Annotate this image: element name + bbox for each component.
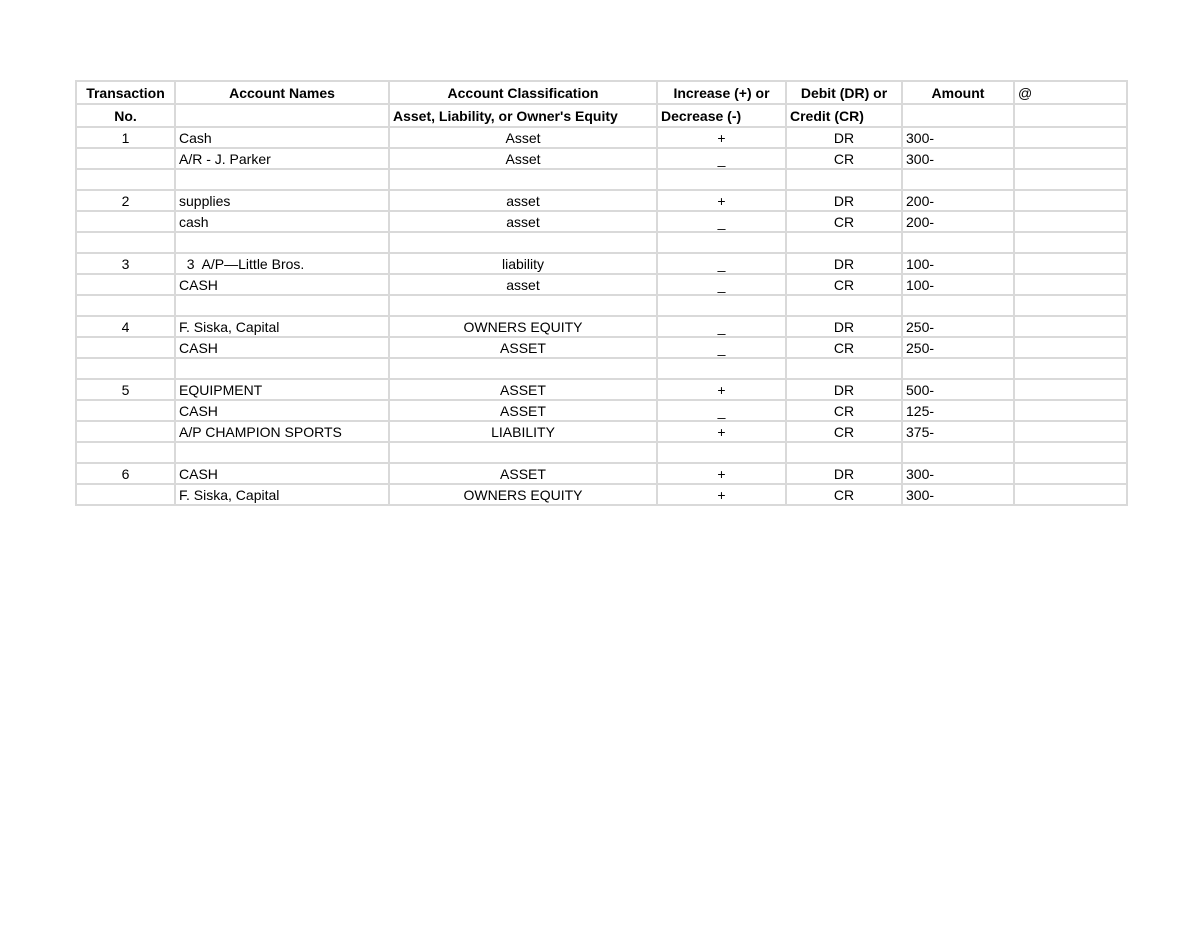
table-row — [76, 211, 1127, 232]
cell-increase-decrease[interactable]: + — [657, 379, 786, 400]
cell-account-name[interactable]: CASH — [175, 274, 389, 295]
cell-account-name[interactable] — [175, 169, 389, 190]
cell-debit-credit[interactable] — [786, 295, 902, 316]
cell-extra[interactable] — [1014, 169, 1127, 190]
cell-debit-credit[interactable]: CR — [786, 484, 902, 505]
cell-increase-decrease[interactable] — [657, 169, 786, 190]
header-account-names: Account Names — [175, 81, 389, 104]
cell-increase-decrease[interactable]: _ — [657, 274, 786, 295]
cell-account-name[interactable] — [175, 358, 389, 379]
cell-account-name[interactable] — [175, 442, 389, 463]
table-row — [76, 190, 1127, 211]
cell-transaction-no[interactable]: 4 — [76, 316, 175, 337]
cell-amount[interactable]: 250- — [902, 316, 1014, 337]
header-no: No. — [76, 104, 175, 127]
cell-amount[interactable]: 300- — [902, 463, 1014, 484]
cell-transaction-no[interactable] — [76, 232, 175, 253]
cell-extra[interactable] — [1014, 442, 1127, 463]
cell-increase-decrease[interactable]: _ — [657, 148, 786, 169]
header-debit: Debit (DR) or — [786, 81, 902, 104]
table-row — [76, 253, 1127, 274]
journal-table — [75, 80, 1128, 506]
cell-transaction-no[interactable] — [76, 358, 175, 379]
cell-classification[interactable] — [389, 232, 657, 253]
cell-account-name[interactable]: F. Siska, Capital — [175, 316, 389, 337]
cell-debit-credit[interactable]: DR — [786, 379, 902, 400]
table-row — [76, 442, 1127, 463]
cell-debit-credit[interactable]: CR — [786, 211, 902, 232]
header-amount: Amount — [902, 81, 1014, 104]
cell-extra[interactable] — [1014, 379, 1127, 400]
header-blank-2 — [902, 104, 1014, 127]
cell-extra[interactable] — [1014, 421, 1127, 442]
cell-classification[interactable]: OWNERS EQUITY — [389, 484, 657, 505]
cell-extra[interactable] — [1014, 337, 1127, 358]
cell-classification[interactable]: Asset — [389, 148, 657, 169]
cell-amount[interactable]: 200- — [902, 211, 1014, 232]
cell-amount[interactable] — [902, 232, 1014, 253]
header-row-2 — [76, 104, 1127, 127]
table-row — [76, 421, 1127, 442]
cell-classification[interactable]: liability — [389, 253, 657, 274]
header-increase: Increase (+) or — [657, 81, 786, 104]
cell-debit-credit[interactable]: CR — [786, 421, 902, 442]
cell-amount[interactable]: 500- — [902, 379, 1014, 400]
cell-debit-credit[interactable]: DR — [786, 253, 902, 274]
cell-classification[interactable]: asset — [389, 190, 657, 211]
cell-transaction-no[interactable] — [76, 442, 175, 463]
cell-increase-decrease[interactable]: + — [657, 421, 786, 442]
table-row — [76, 337, 1127, 358]
header-at: @ — [1014, 81, 1127, 104]
cell-increase-decrease[interactable]: + — [657, 484, 786, 505]
cell-account-name[interactable]: CASH — [175, 400, 389, 421]
cell-amount[interactable] — [902, 295, 1014, 316]
cell-classification[interactable] — [389, 358, 657, 379]
cell-increase-decrease[interactable]: + — [657, 127, 786, 148]
cell-transaction-no[interactable]: 2 — [76, 190, 175, 211]
cell-transaction-no[interactable] — [76, 211, 175, 232]
cell-amount[interactable] — [902, 358, 1014, 379]
cell-transaction-no[interactable]: 6 — [76, 463, 175, 484]
cell-classification[interactable] — [389, 295, 657, 316]
cell-increase-decrease[interactable]: _ — [657, 400, 786, 421]
cell-increase-decrease[interactable]: + — [657, 463, 786, 484]
cell-debit-credit[interactable] — [786, 232, 902, 253]
cell-increase-decrease[interactable] — [657, 232, 786, 253]
cell-transaction-no[interactable]: 5 — [76, 379, 175, 400]
cell-extra[interactable] — [1014, 400, 1127, 421]
cell-account-name[interactable]: A/P CHAMPION SPORTS — [175, 421, 389, 442]
header-blank-1 — [175, 104, 389, 127]
cell-increase-decrease[interactable]: + — [657, 190, 786, 211]
table-row — [76, 484, 1127, 505]
cell-amount[interactable]: 200- — [902, 190, 1014, 211]
cell-account-name[interactable]: Cash — [175, 127, 389, 148]
cell-extra[interactable] — [1014, 253, 1127, 274]
cell-account-name[interactable] — [175, 232, 389, 253]
cell-transaction-no[interactable] — [76, 484, 175, 505]
cell-extra[interactable] — [1014, 274, 1127, 295]
cell-increase-decrease[interactable]: _ — [657, 316, 786, 337]
cell-debit-credit[interactable]: DR — [786, 127, 902, 148]
cell-classification[interactable]: asset — [389, 211, 657, 232]
header-account-classification: Account Classification — [389, 81, 657, 104]
cell-increase-decrease[interactable] — [657, 295, 786, 316]
cell-debit-credit[interactable]: CR — [786, 148, 902, 169]
cell-account-name[interactable]: supplies — [175, 190, 389, 211]
cell-transaction-no[interactable] — [76, 421, 175, 442]
cell-amount[interactable]: 300- — [902, 148, 1014, 169]
header-classification-sub: Asset, Liability, or Owner's Equity — [389, 104, 657, 127]
cell-extra[interactable] — [1014, 316, 1127, 337]
cell-classification[interactable] — [389, 442, 657, 463]
cell-debit-credit[interactable] — [786, 358, 902, 379]
cell-classification[interactable] — [389, 169, 657, 190]
table-row — [76, 295, 1127, 316]
table-row — [76, 127, 1127, 148]
cell-increase-decrease[interactable] — [657, 358, 786, 379]
header-transaction: Transaction — [76, 81, 175, 104]
cell-account-name[interactable]: cash — [175, 211, 389, 232]
cell-extra[interactable] — [1014, 484, 1127, 505]
cell-debit-credit[interactable]: DR — [786, 190, 902, 211]
cell-account-name[interactable] — [175, 295, 389, 316]
cell-extra[interactable] — [1014, 232, 1127, 253]
cell-transaction-no[interactable] — [76, 274, 175, 295]
cell-debit-credit[interactable] — [786, 442, 902, 463]
table-row — [76, 232, 1127, 253]
cell-amount[interactable] — [902, 442, 1014, 463]
table-row — [76, 169, 1127, 190]
table-row — [76, 316, 1127, 337]
cell-increase-decrease[interactable]: _ — [657, 337, 786, 358]
table-row — [76, 379, 1127, 400]
header-credit: Credit (CR) — [786, 104, 902, 127]
cell-classification[interactable]: asset — [389, 274, 657, 295]
cell-transaction-no[interactable] — [76, 295, 175, 316]
cell-classification[interactable]: OWNERS EQUITY — [389, 316, 657, 337]
table-row — [76, 358, 1127, 379]
cell-amount[interactable]: 125- — [902, 400, 1014, 421]
cell-amount[interactable]: 375- — [902, 421, 1014, 442]
cell-debit-credit[interactable]: CR — [786, 274, 902, 295]
cell-transaction-no[interactable] — [76, 400, 175, 421]
cell-debit-credit[interactable]: CR — [786, 337, 902, 358]
cell-account-name[interactable]: CASH — [175, 337, 389, 358]
cell-transaction-no[interactable] — [76, 337, 175, 358]
cell-amount[interactable]: 300- — [902, 484, 1014, 505]
cell-amount[interactable]: 250- — [902, 337, 1014, 358]
cell-increase-decrease[interactable]: _ — [657, 211, 786, 232]
cell-transaction-no[interactable]: 1 — [76, 127, 175, 148]
cell-extra[interactable] — [1014, 127, 1127, 148]
cell-classification[interactable]: ASSET — [389, 400, 657, 421]
cell-account-name[interactable]: 3 A/P—Little Bros. — [175, 253, 389, 274]
cell-debit-credit[interactable]: DR — [786, 316, 902, 337]
table-row — [76, 463, 1127, 484]
header-row-1 — [76, 81, 1127, 104]
cell-account-name[interactable]: EQUIPMENT — [175, 379, 389, 400]
cell-classification[interactable]: ASSET — [389, 379, 657, 400]
header-blank-3 — [1014, 104, 1127, 127]
table-row — [76, 148, 1127, 169]
cell-extra[interactable] — [1014, 190, 1127, 211]
cell-amount[interactable] — [902, 169, 1014, 190]
cell-classification[interactable]: Asset — [389, 127, 657, 148]
cell-classification[interactable]: LIABILITY — [389, 421, 657, 442]
cell-account-name[interactable]: A/R - J. Parker — [175, 148, 389, 169]
table-row — [76, 274, 1127, 295]
cell-debit-credit[interactable]: DR — [786, 463, 902, 484]
cell-increase-decrease[interactable] — [657, 442, 786, 463]
cell-amount[interactable]: 100- — [902, 274, 1014, 295]
cell-amount[interactable]: 300- — [902, 127, 1014, 148]
cell-account-name[interactable]: CASH — [175, 463, 389, 484]
cell-debit-credit[interactable]: CR — [786, 400, 902, 421]
cell-extra[interactable] — [1014, 211, 1127, 232]
cell-classification[interactable]: ASSET — [389, 463, 657, 484]
cell-transaction-no[interactable]: 3 — [76, 253, 175, 274]
cell-extra[interactable] — [1014, 463, 1127, 484]
cell-transaction-no[interactable] — [76, 169, 175, 190]
cell-extra[interactable] — [1014, 295, 1127, 316]
table-row — [76, 400, 1127, 421]
cell-account-name[interactable]: F. Siska, Capital — [175, 484, 389, 505]
cell-amount[interactable]: 100- — [902, 253, 1014, 274]
cell-debit-credit[interactable] — [786, 169, 902, 190]
cell-classification[interactable]: ASSET — [389, 337, 657, 358]
cell-transaction-no[interactable] — [76, 148, 175, 169]
header-decrease: Decrease (-) — [657, 104, 786, 127]
cell-increase-decrease[interactable]: _ — [657, 253, 786, 274]
cell-extra[interactable] — [1014, 358, 1127, 379]
cell-extra[interactable] — [1014, 148, 1127, 169]
